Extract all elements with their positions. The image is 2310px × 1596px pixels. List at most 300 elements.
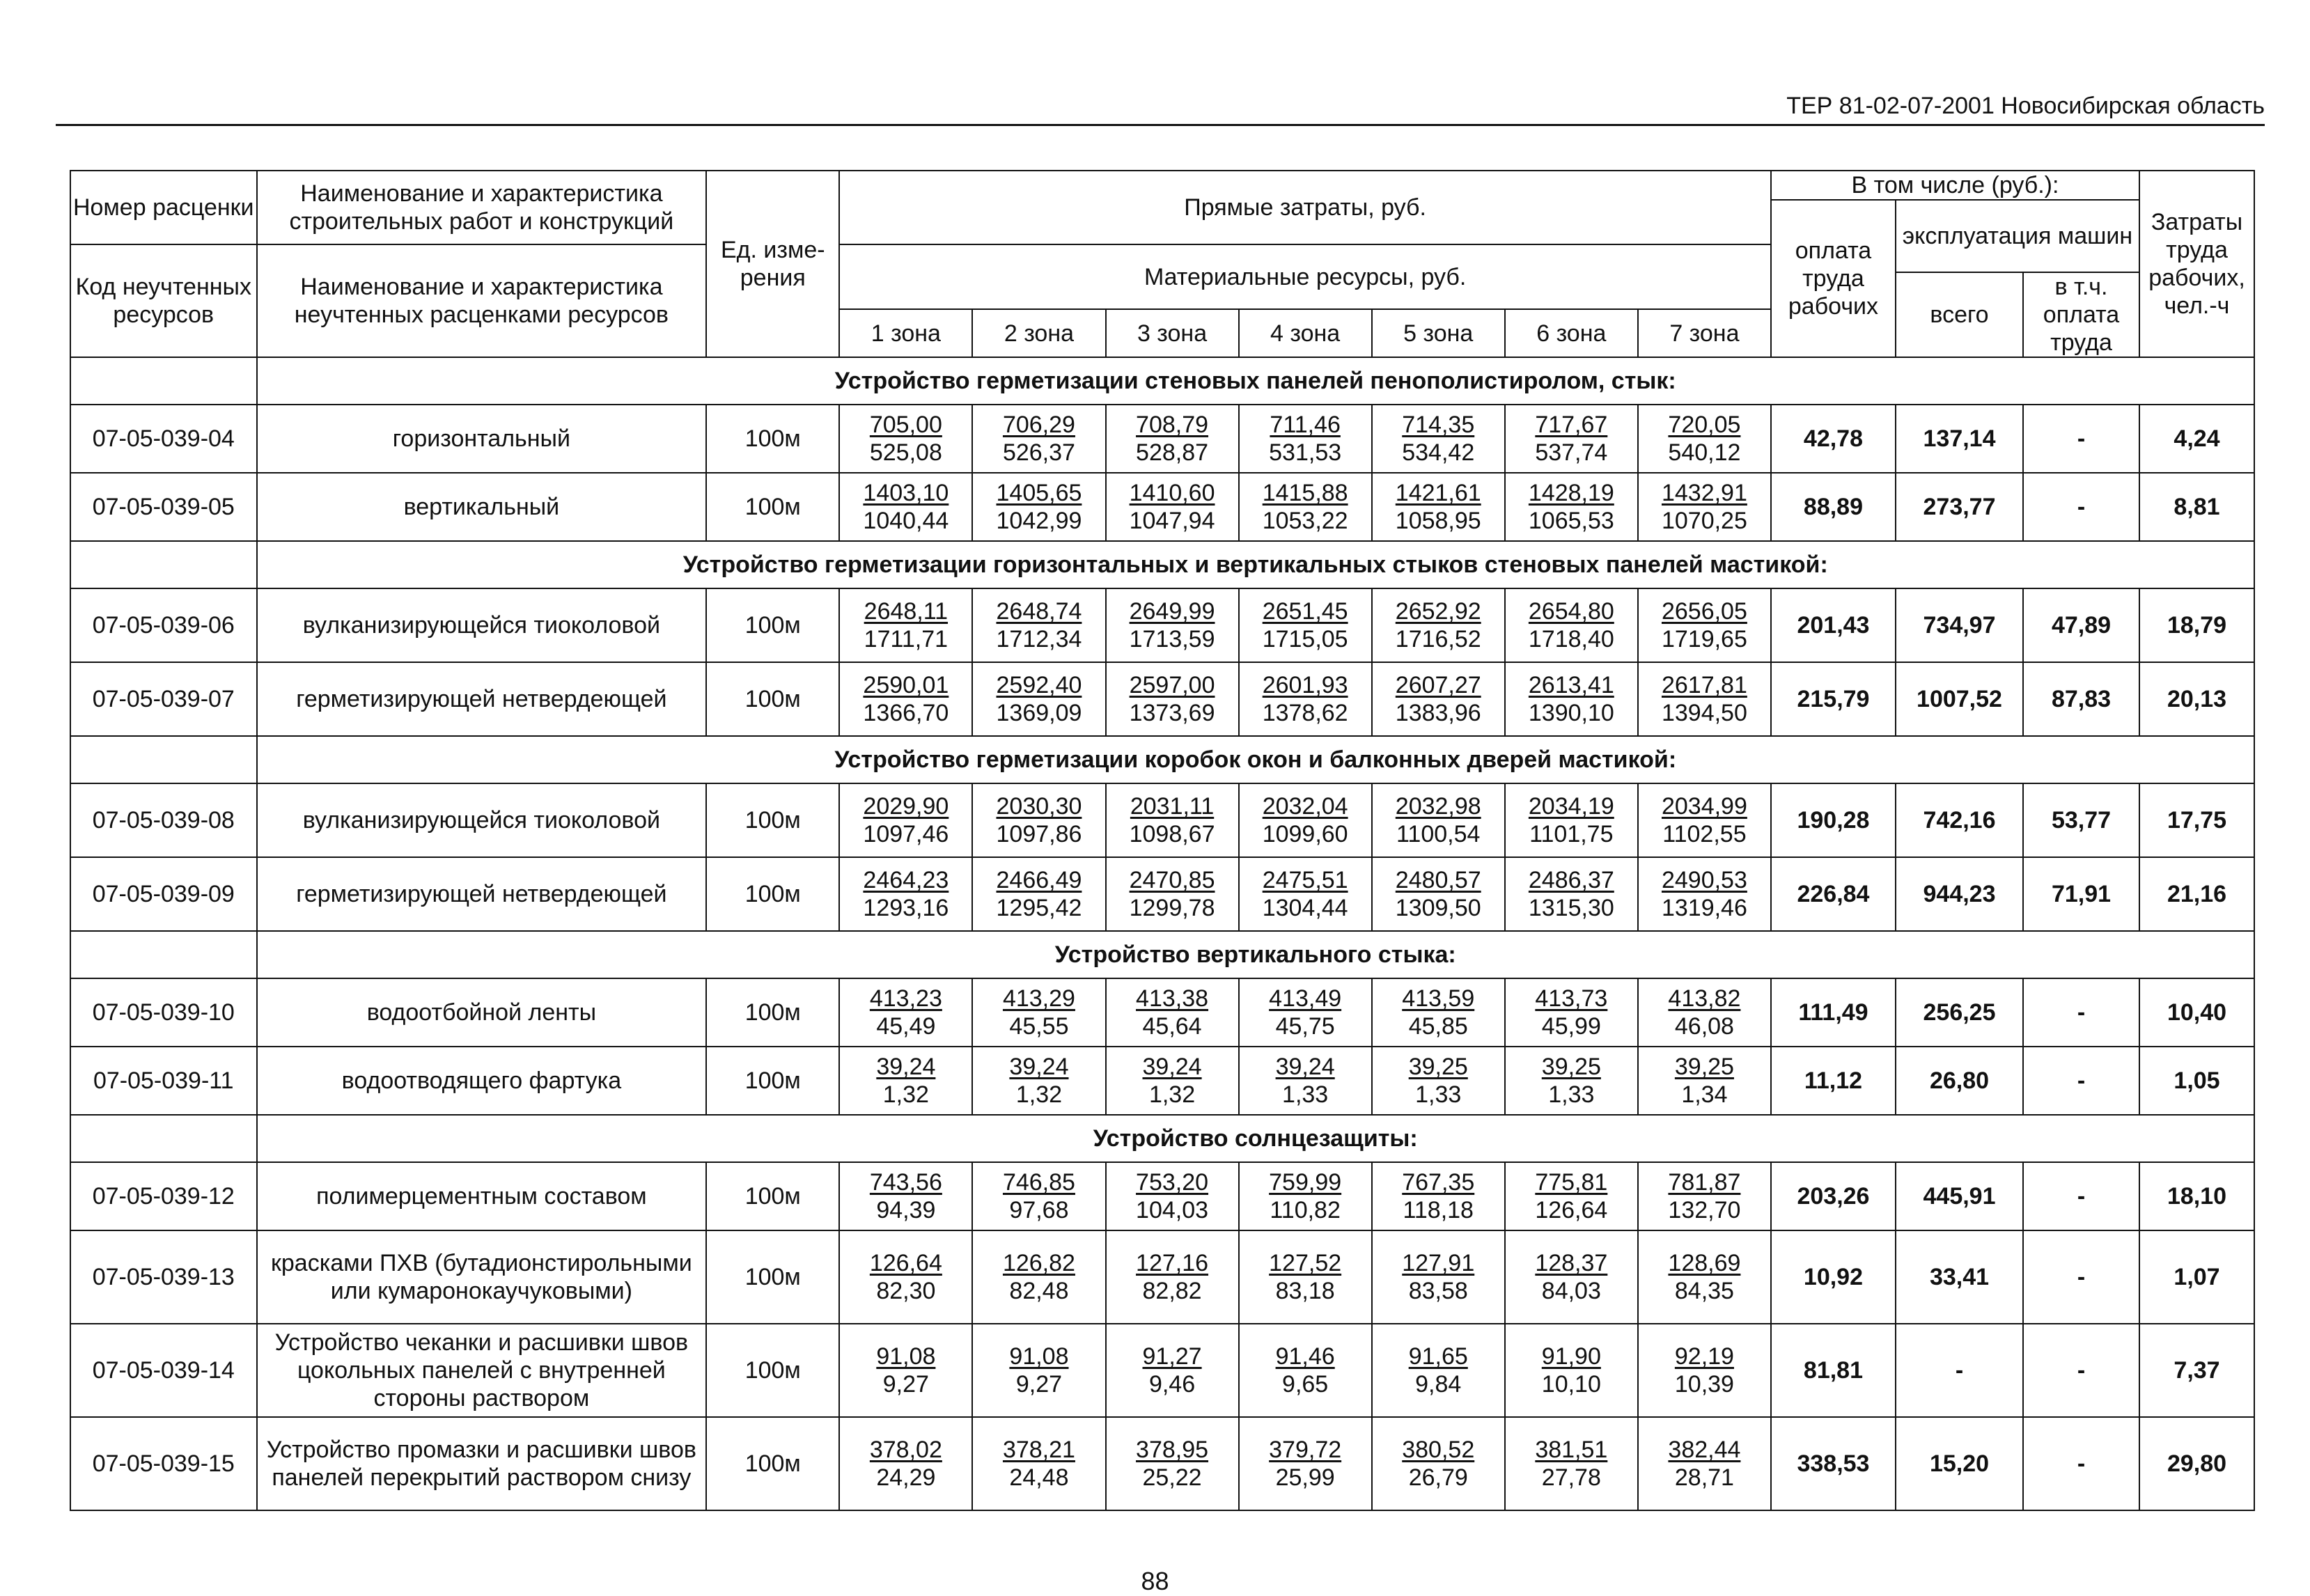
col-including: В том числе (руб.): [1771, 171, 2139, 200]
zone-price-cell [1239, 1047, 1372, 1115]
material-cost-value: 1053,22 [1262, 508, 1348, 534]
machine-labor-value: - [2023, 1324, 2139, 1417]
work-name: горизонтальный [257, 405, 707, 473]
unit-cell: 100м [706, 1047, 839, 1115]
zone-price-cell [1106, 473, 1239, 541]
zone-price-cell [839, 662, 972, 736]
zone-price-cell [1638, 588, 1771, 662]
machine-labor-value: 47,89 [2023, 588, 2139, 662]
zone-price-cell [1106, 662, 1239, 736]
unit-cell: 100м [706, 473, 839, 541]
work-name: вулканизирующейся тиоколовой [257, 783, 707, 857]
direct-cost-value: 2617,81 [1661, 672, 1747, 698]
labor-hours-value: 20,13 [2139, 662, 2254, 736]
direct-cost-value: 1415,88 [1262, 480, 1348, 506]
zone-price-cell [1505, 1324, 1638, 1417]
material-cost-value: 10,39 [1674, 1371, 1734, 1398]
direct-cost-value: 2648,74 [996, 598, 1082, 625]
machine-total-value: 273,77 [1896, 473, 2023, 541]
machine-labor-value: - [2023, 473, 2139, 541]
direct-cost-value: 378,02 [869, 1437, 942, 1463]
zone-price-cell [839, 1324, 972, 1417]
direct-cost-value: 2030,30 [996, 793, 1082, 820]
direct-cost-value: 2466,49 [996, 867, 1082, 893]
material-cost-value: 534,42 [1402, 439, 1475, 466]
material-cost-value: 1,32 [1015, 1081, 1063, 1108]
material-cost-value: 84,03 [1541, 1278, 1601, 1304]
material-cost-value: 1383,96 [1395, 700, 1481, 726]
zone-price-cell [1638, 405, 1771, 473]
work-name: полимерцементным составом [257, 1162, 707, 1230]
zone-price-cell [1106, 405, 1239, 473]
zone-price-cell [972, 588, 1105, 662]
direct-cost-value: 2649,99 [1129, 598, 1215, 625]
direct-cost-value: 39,25 [1408, 1054, 1468, 1080]
material-cost-value: 82,30 [876, 1278, 936, 1304]
material-cost-value: 1101,75 [1529, 821, 1614, 847]
material-cost-value: 1319,46 [1661, 895, 1747, 921]
table-row [70, 783, 2254, 857]
direct-cost-value: 743,56 [869, 1169, 942, 1196]
material-cost-value: 525,08 [869, 439, 942, 466]
direct-cost-value: 381,51 [1535, 1437, 1608, 1463]
material-cost-value: 1293,16 [863, 895, 949, 921]
material-cost-value: 97,68 [1009, 1197, 1069, 1223]
zone-price-cell [1372, 473, 1505, 541]
rates-table [70, 170, 2255, 1511]
zone-price-cell [1505, 1230, 1638, 1324]
zone-price-cell [1239, 405, 1372, 473]
labor-hours-value: 29,80 [2139, 1417, 2254, 1510]
machine-labor-value: 87,83 [2023, 662, 2139, 736]
col-machine-incl-labor: в т.ч. оплата труда [2023, 272, 2139, 357]
zone-price-cell [1106, 1324, 1239, 1417]
zone-price-cell [1239, 978, 1372, 1047]
material-cost-value: 9,65 [1282, 1371, 1329, 1398]
zone-price-cell [1638, 1230, 1771, 1324]
material-cost-value: 1,33 [1282, 1081, 1329, 1108]
zone-price-cell [972, 1230, 1105, 1324]
direct-cost-value: 2034,99 [1661, 793, 1747, 820]
work-name: герметизирующей нетвердеющей [257, 857, 707, 931]
table-body [70, 357, 2254, 1510]
direct-cost-value: 413,49 [1269, 985, 1342, 1012]
table-row [70, 1324, 2254, 1417]
labor-hours-value: 7,37 [2139, 1324, 2254, 1417]
direct-cost-value: 2590,01 [863, 672, 949, 698]
labor-pay-value: 10,92 [1771, 1230, 1896, 1324]
zone-price-cell [1372, 405, 1505, 473]
col-work-name: Наименование и характеристика строительных работ и конструкций [257, 171, 707, 244]
zone-price-cell [1372, 1162, 1505, 1230]
zone-price-cell [1638, 473, 1771, 541]
material-cost-value: 1097,46 [863, 821, 949, 847]
direct-cost-value: 2656,05 [1661, 598, 1747, 625]
direct-cost-value: 753,20 [1136, 1169, 1209, 1196]
section-code-cell [70, 1115, 257, 1162]
zone-price-cell [1106, 1230, 1239, 1324]
unit-cell: 100м [706, 978, 839, 1047]
col-zone-2: 2 зона [972, 309, 1105, 357]
direct-cost-value: 2601,93 [1262, 672, 1348, 698]
col-zone-5: 5 зона [1372, 309, 1505, 357]
machine-total-value: 137,14 [1896, 405, 2023, 473]
material-cost-value: 84,35 [1674, 1278, 1734, 1304]
material-cost-value: 1711,71 [864, 626, 949, 652]
zone-price-cell [1372, 1230, 1505, 1324]
section-row [70, 1115, 2254, 1162]
zone-price-cell [839, 473, 972, 541]
zone-price-cell [1239, 1162, 1372, 1230]
labor-pay-value: 190,28 [1771, 783, 1896, 857]
zone-price-cell [1638, 1417, 1771, 1510]
zone-price-cell [1372, 662, 1505, 736]
zone-price-cell [972, 978, 1105, 1047]
work-name: красками ПХВ (бутадионстирольными или кумаронокаучуковыми) [257, 1230, 707, 1324]
table-row [70, 1047, 2254, 1115]
zone-price-cell [1638, 1162, 1771, 1230]
labor-hours-value: 17,75 [2139, 783, 2254, 857]
zone-price-cell [1505, 1162, 1638, 1230]
page-number: 88 [1141, 1567, 1169, 1595]
direct-cost-value: 706,29 [1002, 412, 1075, 438]
machine-labor-value: - [2023, 1047, 2139, 1115]
labor-pay-value: 11,12 [1771, 1047, 1896, 1115]
material-cost-value: 1369,09 [996, 700, 1082, 726]
direct-cost-value: 746,85 [1002, 1169, 1075, 1196]
rate-code: 07-05-039-06 [70, 588, 257, 662]
unit-cell: 100м [706, 783, 839, 857]
zone-price-cell [1239, 783, 1372, 857]
zone-price-cell [1106, 857, 1239, 931]
material-cost-value: 1042,99 [996, 508, 1082, 534]
material-cost-value: 1299,78 [1129, 895, 1215, 921]
zone-price-cell [1372, 857, 1505, 931]
machine-total-value: 33,41 [1896, 1230, 2023, 1324]
section-title: Устройство герметизации стеновых панелей пенополистиролом, стык: [257, 357, 2254, 405]
direct-cost-value: 413,23 [869, 985, 942, 1012]
direct-cost-value: 2648,11 [864, 598, 949, 625]
direct-cost-value: 775,81 [1535, 1169, 1608, 1196]
direct-cost-value: 2034,19 [1528, 793, 1614, 820]
zone-price-cell [1239, 662, 1372, 736]
zone-price-cell [839, 1417, 972, 1510]
header-rule [56, 124, 2265, 126]
direct-cost-value: 2652,92 [1395, 598, 1481, 625]
col-zone-6: 6 зона [1505, 309, 1638, 357]
machine-labor-value: - [2023, 1162, 2139, 1230]
labor-pay-value: 88,89 [1771, 473, 1896, 541]
material-cost-value: 1040,44 [863, 508, 949, 534]
direct-cost-value: 720,05 [1668, 412, 1741, 438]
work-name: герметизирующей нетвердеющей [257, 662, 707, 736]
zone-price-cell [1239, 1417, 1372, 1510]
table-header [70, 171, 2254, 357]
work-name: водоотбойной ленты [257, 978, 707, 1047]
direct-cost-value: 2654,80 [1528, 598, 1614, 625]
unit-cell: 100м [706, 1230, 839, 1324]
section-row [70, 541, 2254, 588]
zone-price-cell [1372, 978, 1505, 1047]
work-name: водоотводящего фартука [257, 1047, 707, 1115]
zone-price-cell [972, 662, 1105, 736]
section-code-cell [70, 357, 257, 405]
direct-cost-value: 39,25 [1541, 1054, 1601, 1080]
col-zone-4: 4 зона [1239, 309, 1372, 357]
material-cost-value: 132,70 [1668, 1197, 1741, 1223]
direct-cost-value: 717,67 [1535, 412, 1608, 438]
machine-total-value: 445,91 [1896, 1162, 2023, 1230]
direct-cost-value: 128,69 [1668, 1250, 1741, 1276]
direct-cost-value: 91,08 [876, 1343, 936, 1370]
direct-cost-value: 413,38 [1136, 985, 1209, 1012]
direct-cost-value: 1432,91 [1661, 480, 1747, 506]
unit-cell: 100м [706, 662, 839, 736]
material-cost-value: 126,64 [1535, 1197, 1608, 1223]
zone-price-cell [1372, 1417, 1505, 1510]
machine-labor-value: - [2023, 1417, 2139, 1510]
direct-cost-value: 378,95 [1136, 1437, 1209, 1463]
table-row [70, 857, 2254, 931]
labor-hours-value: 18,79 [2139, 588, 2254, 662]
machine-total-value: 1007,52 [1896, 662, 2023, 736]
material-cost-value: 82,48 [1009, 1278, 1069, 1304]
zone-price-cell [839, 857, 972, 931]
labor-pay-value: 42,78 [1771, 405, 1896, 473]
col-resource-code: Код неучтенных ресурсов [70, 244, 257, 357]
material-cost-value: 9,27 [882, 1371, 929, 1398]
material-cost-value: 45,49 [876, 1013, 936, 1040]
labor-pay-value: 203,26 [1771, 1162, 1896, 1230]
zone-price-cell [972, 783, 1105, 857]
rate-code: 07-05-039-05 [70, 473, 257, 541]
material-cost-value: 1378,62 [1262, 700, 1348, 726]
zone-price-cell [1505, 1417, 1638, 1510]
direct-cost-value: 759,99 [1269, 1169, 1342, 1196]
zone-price-cell [972, 1047, 1105, 1115]
material-cost-value: 1,32 [1148, 1081, 1196, 1108]
work-name: Устройство чеканки и расшивки швов цокольных панелей с внутренней стороны раствором [257, 1324, 707, 1417]
section-code-cell [70, 541, 257, 588]
zone-price-cell [972, 857, 1105, 931]
zone-price-cell [1106, 783, 1239, 857]
work-name: вертикальный [257, 473, 707, 541]
unit-cell: 100м [706, 857, 839, 931]
zone-price-cell [1106, 978, 1239, 1047]
zone-price-cell [1505, 1047, 1638, 1115]
machine-total-value: 15,20 [1896, 1417, 2023, 1510]
material-cost-value: 45,99 [1541, 1013, 1601, 1040]
zone-price-cell [1505, 473, 1638, 541]
material-cost-value: 25,22 [1142, 1464, 1202, 1491]
section-title: Устройство герметизации горизонтальных и вертикальных стыков стеновых панелей мастикой: [257, 541, 2254, 588]
zone-price-cell [1239, 473, 1372, 541]
material-cost-value: 10,10 [1541, 1371, 1601, 1398]
col-labor-pay: оплата труда рабочих [1771, 200, 1896, 357]
col-resource-name: Наименование и характеристика неучтенных расценками ресурсов [257, 244, 707, 357]
rate-code: 07-05-039-07 [70, 662, 257, 736]
material-cost-value: 1295,42 [996, 895, 1082, 921]
material-cost-value: 1309,50 [1395, 895, 1481, 921]
material-cost-value: 83,18 [1275, 1278, 1335, 1304]
section-code-cell [70, 736, 257, 783]
labor-hours-value: 21,16 [2139, 857, 2254, 931]
zone-price-cell [1239, 588, 1372, 662]
zone-price-cell [1372, 588, 1505, 662]
zone-price-cell [1505, 662, 1638, 736]
direct-cost-value: 39,25 [1674, 1054, 1734, 1080]
rate-code: 07-05-039-13 [70, 1230, 257, 1324]
zone-price-cell [1638, 857, 1771, 931]
material-cost-value: 1315,30 [1528, 895, 1614, 921]
section-row [70, 736, 2254, 783]
material-cost-value: 1065,53 [1528, 508, 1614, 534]
zone-price-cell [1505, 588, 1638, 662]
direct-cost-value: 1405,65 [996, 480, 1082, 506]
rate-code: 07-05-039-08 [70, 783, 257, 857]
labor-pay-value: 215,79 [1771, 662, 1896, 736]
labor-pay-value: 111,49 [1771, 978, 1896, 1047]
material-cost-value: 27,78 [1541, 1464, 1601, 1491]
material-cost-value: 9,84 [1415, 1371, 1462, 1398]
material-cost-value: 82,82 [1142, 1278, 1202, 1304]
zone-price-cell [839, 783, 972, 857]
labor-pay-value: 81,81 [1771, 1324, 1896, 1417]
material-cost-value: 104,03 [1136, 1197, 1209, 1223]
direct-cost-value: 2032,04 [1262, 793, 1348, 820]
direct-cost-value: 714,35 [1402, 412, 1475, 438]
machine-labor-value: - [2023, 978, 2139, 1047]
col-zone-1: 1 зона [839, 309, 972, 357]
direct-cost-value: 91,65 [1408, 1343, 1468, 1370]
col-materials: Материальные ресурсы, руб. [839, 244, 1771, 309]
direct-cost-value: 2486,37 [1528, 867, 1614, 893]
labor-pay-value: 226,84 [1771, 857, 1896, 931]
material-cost-value: 1100,54 [1396, 821, 1481, 847]
material-cost-value: 28,71 [1674, 1464, 1734, 1491]
material-cost-value: 1390,10 [1528, 700, 1614, 726]
rate-code: 07-05-039-11 [70, 1047, 257, 1115]
machine-labor-value: - [2023, 1230, 2139, 1324]
zone-price-cell [972, 405, 1105, 473]
table-row [70, 1162, 2254, 1230]
material-cost-value: 1,33 [1548, 1081, 1595, 1108]
direct-cost-value: 2029,90 [863, 793, 949, 820]
unit-cell: 100м [706, 1324, 839, 1417]
table-row [70, 978, 2254, 1047]
rate-code: 07-05-039-15 [70, 1417, 257, 1510]
zone-price-cell [972, 1162, 1105, 1230]
material-cost-value: 110,82 [1270, 1197, 1341, 1223]
direct-cost-value: 413,73 [1535, 985, 1608, 1012]
unit-cell: 100м [706, 588, 839, 662]
direct-cost-value: 127,91 [1402, 1250, 1475, 1276]
direct-cost-value: 781,87 [1668, 1169, 1741, 1196]
direct-cost-value: 39,24 [876, 1054, 936, 1080]
direct-cost-value: 2480,57 [1395, 867, 1481, 893]
machine-labor-value: 71,91 [2023, 857, 2139, 931]
direct-cost-value: 413,59 [1402, 985, 1475, 1012]
machine-total-value: - [1896, 1324, 2023, 1417]
zone-price-cell [839, 588, 972, 662]
material-cost-value: 45,85 [1408, 1013, 1468, 1040]
zone-price-cell [839, 1230, 972, 1324]
direct-cost-value: 2475,51 [1262, 867, 1348, 893]
section-title: Устройство солнцезащиты: [257, 1115, 2254, 1162]
zone-price-cell [1239, 1230, 1372, 1324]
labor-hours-value: 1,07 [2139, 1230, 2254, 1324]
direct-cost-value: 378,21 [1002, 1437, 1075, 1463]
zone-price-cell [839, 405, 972, 473]
labor-pay-value: 201,43 [1771, 588, 1896, 662]
direct-cost-value: 39,24 [1142, 1054, 1202, 1080]
direct-cost-value: 91,27 [1142, 1343, 1202, 1370]
material-cost-value: 1097,86 [996, 821, 1082, 847]
section-code-cell [70, 931, 257, 978]
rate-code: 07-05-039-14 [70, 1324, 257, 1417]
direct-cost-value: 767,35 [1402, 1169, 1475, 1196]
material-cost-value: 9,46 [1148, 1371, 1196, 1398]
direct-cost-value: 126,64 [869, 1250, 942, 1276]
direct-cost-value: 711,46 [1270, 412, 1341, 438]
table-row [70, 405, 2254, 473]
table-row [70, 662, 2254, 736]
zone-price-cell [1372, 1324, 1505, 1417]
zone-price-cell [1239, 857, 1372, 931]
material-cost-value: 25,99 [1275, 1464, 1335, 1491]
material-cost-value: 1,32 [882, 1081, 929, 1108]
material-cost-value: 1373,69 [1129, 700, 1215, 726]
table-row [70, 473, 2254, 541]
material-cost-value: 1,34 [1681, 1081, 1728, 1108]
rate-code: 07-05-039-09 [70, 857, 257, 931]
direct-cost-value: 2607,27 [1395, 672, 1481, 698]
rate-code: 07-05-039-10 [70, 978, 257, 1047]
work-name: вулканизирующейся тиоколовой [257, 588, 707, 662]
material-cost-value: 1715,05 [1262, 626, 1348, 652]
rate-code: 07-05-039-04 [70, 405, 257, 473]
material-cost-value: 118,18 [1403, 1197, 1474, 1223]
material-cost-value: 1070,25 [1661, 508, 1747, 534]
unit-cell: 100м [706, 405, 839, 473]
material-cost-value: 1366,70 [863, 700, 949, 726]
zone-price-cell [1638, 662, 1771, 736]
material-cost-value: 45,64 [1142, 1013, 1202, 1040]
direct-cost-value: 127,52 [1269, 1250, 1342, 1276]
material-cost-value: 1099,60 [1262, 821, 1348, 847]
machine-total-value: 944,23 [1896, 857, 2023, 931]
direct-cost-value: 2464,23 [863, 867, 949, 893]
direct-cost-value: 126,82 [1002, 1250, 1075, 1276]
table-row [70, 588, 2254, 662]
material-cost-value: 83,58 [1408, 1278, 1468, 1304]
document-header: ТЕР 81-02-07-2001 Новосибирская область [1786, 93, 2265, 119]
material-cost-value: 526,37 [1002, 439, 1075, 466]
zone-price-cell [1505, 857, 1638, 931]
labor-pay-value: 338,53 [1771, 1417, 1896, 1510]
direct-cost-value: 39,24 [1009, 1054, 1069, 1080]
zone-price-cell [1638, 1324, 1771, 1417]
direct-cost-value: 39,24 [1275, 1054, 1335, 1080]
direct-cost-value: 2651,45 [1262, 598, 1348, 625]
zone-price-cell [1505, 405, 1638, 473]
labor-hours-value: 1,05 [2139, 1047, 2254, 1115]
zone-price-cell [1372, 1047, 1505, 1115]
machine-total-value: 256,25 [1896, 978, 2023, 1047]
zone-price-cell [1638, 978, 1771, 1047]
material-cost-value: 528,87 [1136, 439, 1209, 466]
direct-cost-value: 2031,11 [1130, 793, 1215, 820]
